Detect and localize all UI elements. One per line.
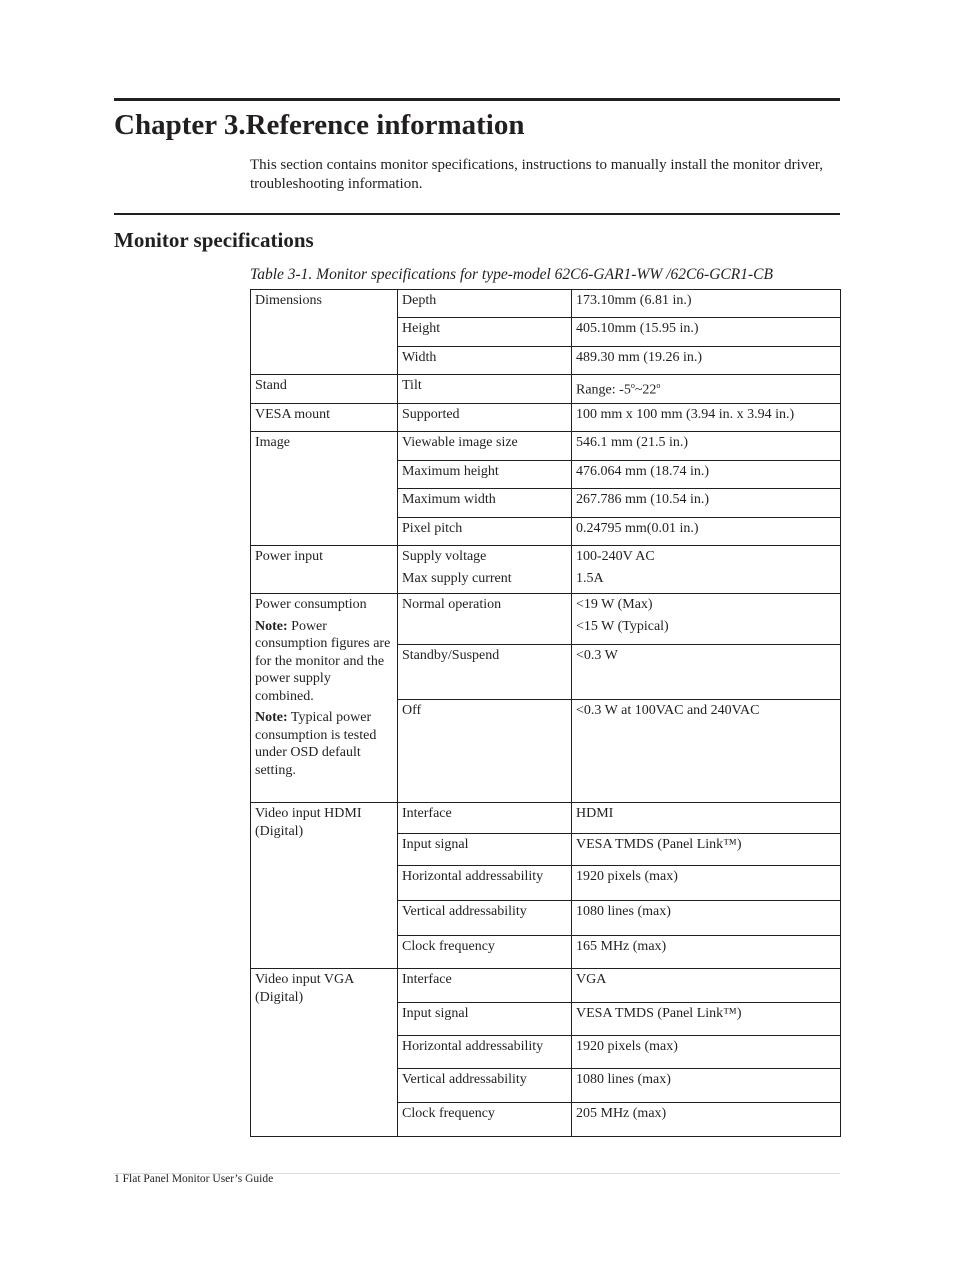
spec-label: Supported: [398, 404, 572, 432]
spec-value: VGA: [572, 969, 841, 1003]
category-power-input: Power input: [251, 546, 398, 594]
section-divider-rule: [114, 213, 840, 215]
spec-value: 1080 lines (max): [572, 901, 841, 936]
spec-label: Height: [398, 318, 572, 347]
spec-label: Off: [398, 700, 572, 803]
page-footer: 1 Flat Panel Monitor User’s Guide: [114, 1173, 274, 1185]
section-title: Monitor specifications: [114, 228, 314, 252]
degree-mark: o: [656, 381, 661, 390]
spec-label: Maximum height: [398, 461, 572, 489]
spec-value: <15 W (Typical): [576, 618, 669, 634]
chapter-top-rule: [114, 98, 840, 101]
table-row: [251, 432, 841, 461]
spec-label: Standby/Suspend: [398, 645, 572, 700]
category-stand: Stand: [251, 375, 398, 404]
spec-label: Viewable image size: [398, 432, 572, 461]
chapter-title: Chapter 3.Reference information: [114, 109, 525, 141]
category-label: Power consumption: [255, 597, 367, 612]
spec-value: <19 W (Max): [576, 597, 653, 612]
spec-label: Tilt: [398, 375, 572, 404]
spec-value: 100-240V AC: [576, 549, 655, 564]
note-2: [255, 709, 393, 779]
spec-table: [250, 289, 841, 1137]
table-row: [251, 404, 841, 432]
spec-label: Maximum width: [398, 489, 572, 518]
spec-value: 1920 pixels (max): [572, 866, 841, 901]
spec-value: 100 mm x 100 mm (3.94 in. x 3.94 in.): [572, 404, 841, 432]
note-text: Typical power consumption is tested under OSD default setting.: [255, 710, 377, 778]
category-power-consumption: [251, 594, 398, 803]
table-row: [251, 594, 841, 645]
spec-label: Pixel pitch: [398, 518, 572, 546]
degree-mark: o: [630, 381, 635, 390]
spec-label-group: [398, 546, 572, 594]
category-video-hdmi: Video input HDMI (Digital): [251, 803, 398, 969]
note-1: [255, 618, 393, 706]
note-label: Note:: [255, 618, 288, 634]
spec-value-group: [572, 594, 841, 645]
table-row: [251, 546, 841, 594]
spec-value: 1920 pixels (max): [572, 1036, 841, 1069]
spec-label: Interface: [398, 803, 572, 834]
category-video-vga: Video input VGA (Digital): [251, 969, 398, 1137]
spec-value: 405.10mm (15.95 in.): [572, 318, 841, 347]
spec-value: 173.10mm (6.81 in.): [572, 290, 841, 318]
spec-label: Max supply current: [402, 570, 512, 586]
spec-value: 1.5A: [576, 570, 604, 586]
intro-paragraph: This section contains monitor specifications, instructions to manually install the monitor driver, troubleshooting information.: [250, 157, 824, 192]
category-image: Image: [251, 432, 398, 546]
spec-value: HDMI: [572, 803, 841, 834]
spec-value: 1080 lines (max): [572, 1069, 841, 1103]
spec-value: 546.1 mm (21.5 in.): [572, 432, 841, 461]
spec-label: Vertical addressability: [398, 1069, 572, 1103]
spec-value: VESA TMDS (Panel Link™): [572, 1003, 841, 1036]
spec-label: Supply voltage: [402, 549, 487, 564]
spec-label: Normal operation: [398, 594, 572, 645]
spec-value-group: [572, 546, 841, 594]
spec-value: VESA TMDS (Panel Link™): [572, 834, 841, 866]
tilt-range-prefix: Range: -5: [576, 382, 631, 398]
table-row: [251, 969, 841, 1003]
table-row: [251, 375, 841, 404]
spec-label: Input signal: [398, 1003, 572, 1036]
category-vesa-mount: VESA mount: [251, 404, 398, 432]
spec-label: Clock frequency: [398, 1103, 572, 1137]
table-row: [251, 290, 841, 318]
note-label: Note:: [255, 710, 288, 725]
spec-label: Clock frequency: [398, 936, 572, 969]
note-text: Power consumption figures are for the monitor and the power supply combined.: [255, 618, 391, 704]
spec-value: <0.3 W at 100VAC and 240VAC: [572, 700, 841, 803]
spec-label: Horizontal addressability: [398, 1036, 572, 1069]
table-caption: Table 3-1. Monitor specifications for type-model 62C6-GAR1-WW /62C6-GCR1-CB: [250, 266, 773, 283]
category-dimensions: Dimensions: [251, 290, 398, 375]
spec-value: 205 MHz (max): [572, 1103, 841, 1137]
spec-value: 165 MHz (max): [572, 936, 841, 969]
spec-label: Interface: [398, 969, 572, 1003]
spec-label: Input signal: [398, 834, 572, 866]
spec-label: Width: [398, 347, 572, 375]
table-row: [251, 803, 841, 834]
spec-value: 489.30 mm (19.26 in.): [572, 347, 841, 375]
spec-label: Vertical addressability: [398, 901, 572, 936]
spec-label: Horizontal addressability: [398, 866, 572, 901]
tilt-range-mid: ~22: [634, 382, 657, 398]
spec-label: Depth: [398, 290, 572, 318]
spec-value: 476.064 mm (18.74 in.): [572, 461, 841, 489]
spec-value: <0.3 W: [572, 645, 841, 700]
spec-value: 0.24795 mm(0.01 in.): [572, 518, 841, 546]
spec-value: 267.786 mm (10.54 in.): [572, 489, 841, 518]
spec-value-tilt: [572, 375, 841, 404]
